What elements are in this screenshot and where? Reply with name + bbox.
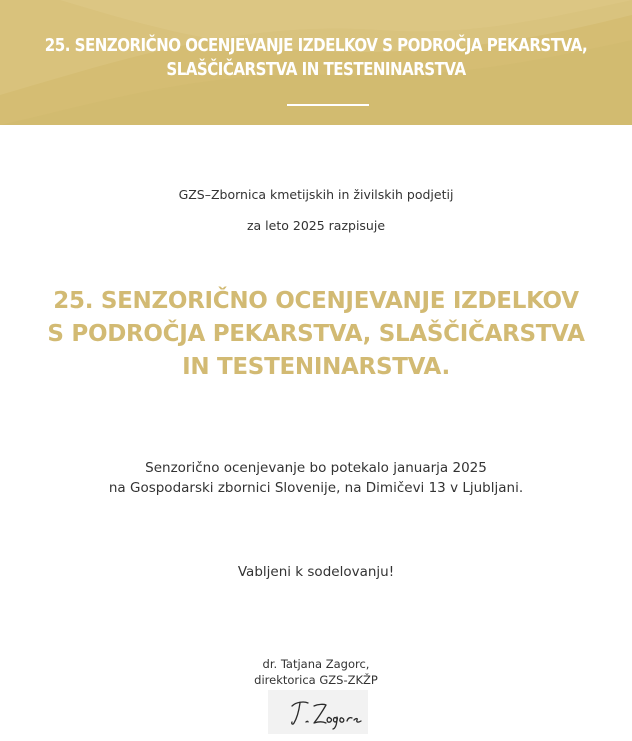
main-title-line: 25. SENZORIČNO OCENJEVANJE IZDELKOV xyxy=(53,288,579,314)
main-title-line: S PODROČJA PEKARSTVA, SLAŠČIČARSTVA xyxy=(47,321,585,347)
event-info xyxy=(0,458,632,498)
invitation-text: Vabljeni k sodelovanju! xyxy=(237,564,395,580)
signature-image xyxy=(268,690,368,734)
signer-name: dr. Tatjana Zagorc, xyxy=(262,657,370,671)
handwritten-signature xyxy=(268,690,368,734)
signer-block xyxy=(0,656,632,688)
event-info-line: na Gospodarski zbornici Slovenije, na Dimičevi 13 v Ljubljani. xyxy=(108,480,524,496)
main-title-line: IN TESTENINARSTVA. xyxy=(182,354,450,380)
banner-divider xyxy=(287,104,369,106)
year-announcement: za leto 2025 razpisuje xyxy=(246,218,386,233)
banner-title-line: 25. SENZORIČNO OCENJEVANJE IZDELKOV S PODROČJA PEKARSTVA, xyxy=(44,36,588,56)
main-title xyxy=(0,285,632,384)
banner-title-line: SLAŠČIČARSTVA IN TESTENINARSTVA xyxy=(166,60,466,80)
signer-role: direktorica GZS-ZKŽP xyxy=(254,673,378,687)
organization-name: GZS–Zbornica kmetijskih in živilskih podjetij xyxy=(178,187,454,202)
event-info-line: Senzorično ocenjevanje bo potekalo januarja 2025 xyxy=(145,460,487,476)
banner-title xyxy=(44,34,588,82)
header-banner xyxy=(0,0,632,125)
